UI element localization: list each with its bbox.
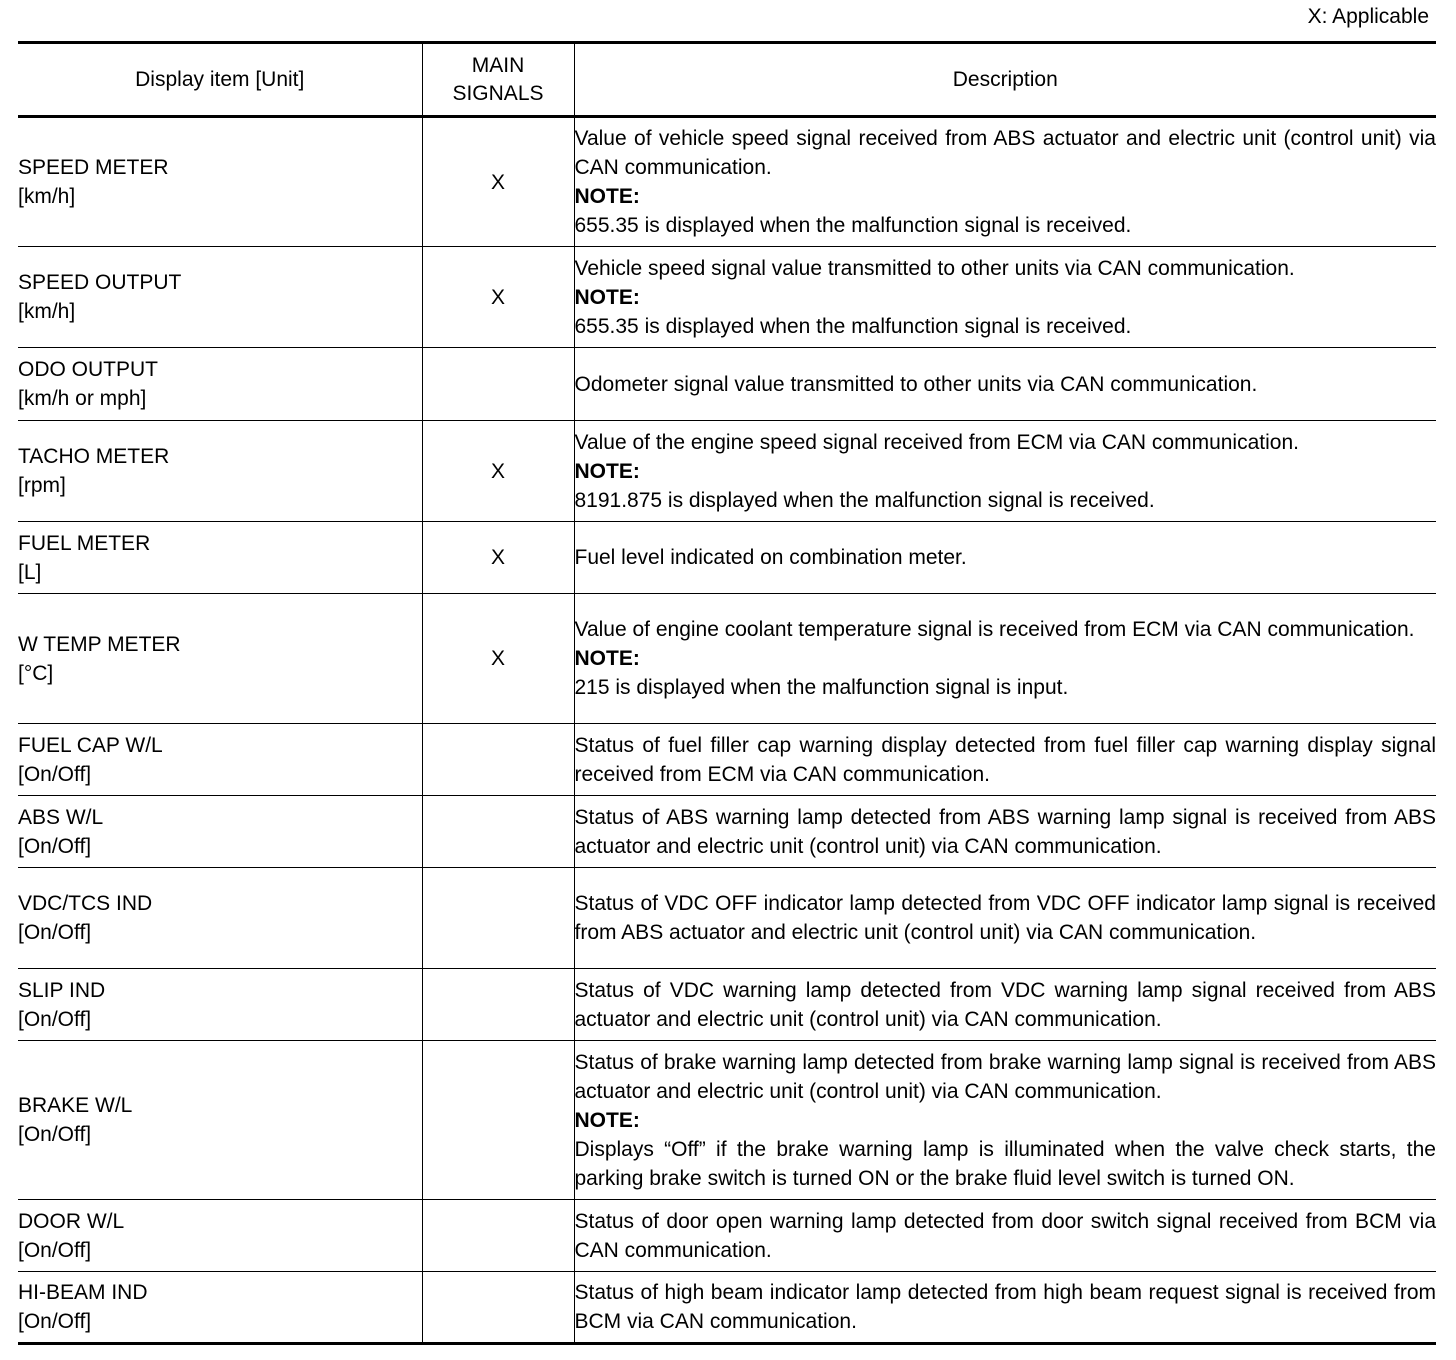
item-unit: [On/Off] <box>18 1238 92 1262</box>
table-row <box>18 796 1436 868</box>
table-row <box>18 1272 1436 1344</box>
note-label: NOTE: <box>574 285 640 309</box>
table-row <box>18 969 1436 1041</box>
item-name: W TEMP METER <box>18 632 181 656</box>
main-signal-cell: X <box>422 421 574 522</box>
table-row <box>18 724 1436 796</box>
note-label: NOTE: <box>574 647 640 670</box>
description-text: Status of high beam indicator lamp detected from high beam request signal is received from BCM via CAN communication. <box>574 1281 1436 1333</box>
item-name: BRAKE W/L <box>18 1094 133 1117</box>
description-cell <box>574 348 1436 421</box>
item-unit: [km/h] <box>18 185 76 208</box>
header-description: Description <box>574 43 1436 117</box>
table-row <box>18 348 1436 421</box>
item-cell <box>18 1200 422 1272</box>
header-display-item: Display item [Unit] <box>18 43 422 117</box>
main-signal-cell <box>422 796 574 868</box>
applicable-legend: X: Applicable <box>1307 5 1429 28</box>
description-text: Value of engine coolant temperature signal is received from ECM via CAN communication. <box>574 618 1415 641</box>
note-text: 655.35 is displayed when the malfunction signal is received. <box>574 214 1132 237</box>
description-text: Fuel level indicated on combination meter. <box>574 546 967 569</box>
item-name: SPEED OUTPUT <box>18 271 182 294</box>
description-cell <box>574 969 1436 1041</box>
description-cell <box>574 594 1436 724</box>
table-row <box>18 421 1436 522</box>
note-label: NOTE: <box>574 459 640 483</box>
description-cell <box>574 1041 1436 1200</box>
description-cell <box>574 421 1436 522</box>
item-name: DOOR W/L <box>18 1209 125 1233</box>
table-header-row <box>18 43 1436 117</box>
item-cell <box>18 594 422 724</box>
note-label: NOTE: <box>574 1108 640 1132</box>
main-signal-cell <box>422 348 574 421</box>
item-cell <box>18 522 422 594</box>
description-cell <box>574 1200 1436 1272</box>
item-unit: [On/Off] <box>18 1123 92 1146</box>
item-cell <box>18 796 422 868</box>
item-cell <box>18 247 422 348</box>
item-name: ABS W/L <box>18 805 104 829</box>
description-cell <box>574 1272 1436 1344</box>
item-cell <box>18 969 422 1041</box>
description-text: Status of ABS warning lamp detected from ABS warning lamp signal is received from ABS actuator and electric unit (control unit) via CAN communication. <box>574 805 1436 858</box>
main-signal-cell <box>422 1272 574 1344</box>
item-unit: [On/Off] <box>18 834 92 858</box>
main-signal-cell: X <box>422 247 574 348</box>
description-text: Odometer signal value transmitted to other units via CAN communication. <box>574 372 1258 396</box>
table-row <box>18 117 1436 247</box>
item-cell <box>18 348 422 421</box>
item-name: TACHO METER <box>18 445 170 468</box>
item-unit: [On/Off] <box>18 1310 92 1333</box>
item-name: HI-BEAM IND <box>18 1281 148 1304</box>
item-cell <box>18 1272 422 1344</box>
main-signal-cell <box>422 1041 574 1200</box>
note-text: 8191.875 is displayed when the malfunction signal is received. <box>574 488 1155 512</box>
main-signal-cell: X <box>422 594 574 724</box>
item-unit: [L] <box>18 560 42 584</box>
main-signal-cell <box>422 969 574 1041</box>
description-cell <box>574 247 1436 348</box>
note-label: NOTE: <box>574 185 640 208</box>
item-name: VDC/TCS IND <box>18 892 153 915</box>
description-text: Status of fuel filler cap warning display detected from fuel filler cap warning display signal received from ECM via CAN communication. <box>574 733 1436 786</box>
description-text: Value of vehicle speed signal received from ABS actuator and electric unit (control unit) via CAN communication. <box>574 127 1436 179</box>
table-row <box>18 868 1436 969</box>
table-row <box>18 594 1436 724</box>
description-cell <box>574 868 1436 969</box>
main-signal-cell <box>422 724 574 796</box>
description-cell <box>574 117 1436 247</box>
item-cell <box>18 724 422 796</box>
description-text: Vehicle speed signal value transmitted to other units via CAN communication. <box>574 256 1295 280</box>
item-unit: [rpm] <box>18 474 66 497</box>
item-name: ODO OUTPUT <box>18 358 158 381</box>
item-cell <box>18 1041 422 1200</box>
main-signal-cell: X <box>422 522 574 594</box>
description-text: Status of VDC OFF indicator lamp detected from VDC OFF indicator lamp signal is received from ABS actuator and electric unit (control unit) via CAN communication. <box>574 892 1436 944</box>
main-signal-cell: X <box>422 117 574 247</box>
description-text: Status of door open warning lamp detected from door switch signal received from BCM via CAN communication. <box>574 1209 1436 1262</box>
main-signal-cell <box>422 1200 574 1272</box>
item-name: SLIP IND <box>18 978 106 1002</box>
description-cell <box>574 796 1436 868</box>
description-cell <box>574 522 1436 594</box>
table-row <box>18 247 1436 348</box>
description-text: Value of the engine speed signal received from ECM via CAN communication. <box>574 430 1299 454</box>
description-text: Status of VDC warning lamp detected from VDC warning lamp signal received from ABS actuator and electric unit (control unit) via CAN communication. <box>574 978 1436 1031</box>
item-name: SPEED METER <box>18 156 169 179</box>
item-unit: [°C] <box>18 661 54 685</box>
note-text: 215 is displayed when the malfunction signal is input. <box>574 676 1069 699</box>
note-text: Displays “Off” if the brake warning lamp is illuminated when the valve check starts, the parking brake switch is turned ON or the brake fluid level switch is turned ON. <box>574 1137 1436 1190</box>
item-cell <box>18 868 422 969</box>
table-row <box>18 1200 1436 1272</box>
item-name: FUEL METER <box>18 531 151 555</box>
description-text: Status of brake warning lamp detected from brake warning lamp signal is received from ABS actuator and electric unit (control unit) via CAN communication. <box>574 1050 1436 1103</box>
table-row <box>18 522 1436 594</box>
note-text: 655.35 is displayed when the malfunction signal is received. <box>574 314 1132 338</box>
description-cell <box>574 724 1436 796</box>
header-main-line1: MAIN <box>471 53 525 77</box>
header-main-line2: SIGNALS <box>452 81 544 105</box>
item-unit: [On/Off] <box>18 1007 92 1031</box>
item-unit: [On/Off] <box>18 921 92 944</box>
item-unit: [km/h] <box>18 300 76 323</box>
item-cell <box>18 117 422 247</box>
table-row <box>18 1041 1436 1200</box>
item-unit: [On/Off] <box>18 762 92 786</box>
item-cell <box>18 421 422 522</box>
item-unit: [km/h or mph] <box>18 387 147 410</box>
item-name: FUEL CAP W/L <box>18 733 163 757</box>
header-main-signals <box>422 43 574 117</box>
display-item-table <box>18 41 1436 1345</box>
main-signal-cell <box>422 868 574 969</box>
